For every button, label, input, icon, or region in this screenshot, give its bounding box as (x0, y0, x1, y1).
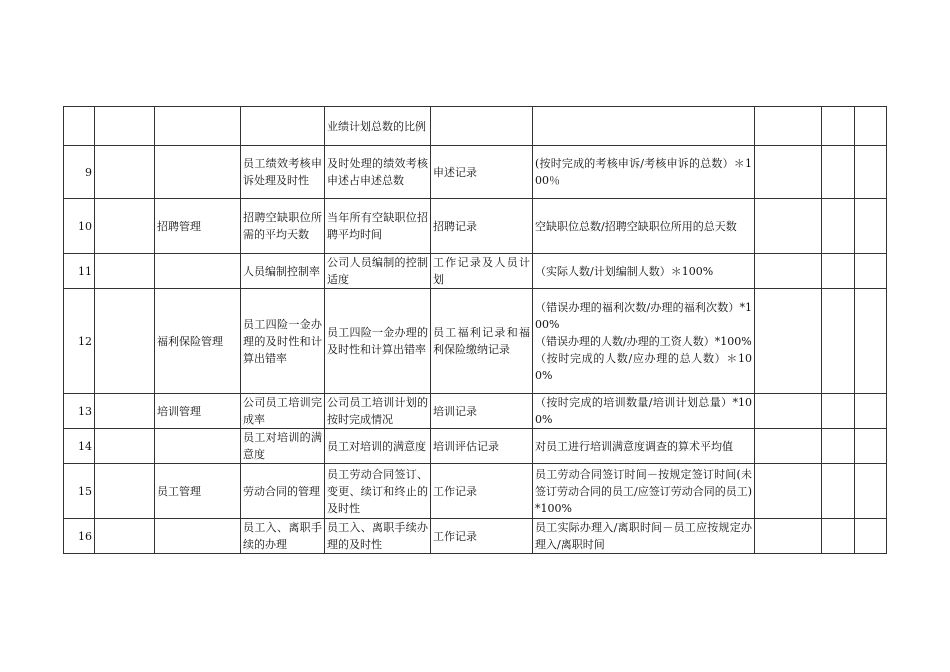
item-cell: 公司员工培训完成率 (241, 394, 325, 429)
indicator-cell: 员工对培训的满意度 (325, 429, 431, 464)
empty-cell (95, 107, 155, 146)
table-row (64, 289, 887, 394)
row-number: 14 (64, 429, 95, 464)
empty-cell (755, 429, 822, 464)
indicator-cell: 公司员工培训计划的按时完成情况 (325, 394, 431, 429)
empty-cell (855, 254, 887, 289)
empty-cell (855, 394, 887, 429)
category-cell (155, 146, 241, 199)
empty-cell (95, 519, 155, 554)
empty-cell (95, 289, 155, 394)
empty-cell (755, 394, 822, 429)
indicator-cell: 员工四险一金办理的及时性和计算出错率 (325, 289, 431, 394)
empty-cell (755, 519, 822, 554)
row-number: 9 (64, 146, 95, 199)
empty-cell (822, 254, 855, 289)
table-row (64, 199, 887, 254)
item-cell: 人员编制控制率 (241, 254, 325, 289)
item-cell: 员工入、离职手续的办理 (241, 519, 325, 554)
indicator-cell: 当年所有空缺职位招聘平均时间 (325, 199, 431, 254)
indicator-cell: 及时处理的绩效考核申述占申述总数 (325, 146, 431, 199)
empty-cell (855, 289, 887, 394)
table-row (64, 254, 887, 289)
empty-cell (95, 394, 155, 429)
empty-cell (755, 146, 822, 199)
table-row (64, 519, 887, 554)
indicator-cell: 员工劳动合同签订、变更、续订和终止的及时性 (325, 464, 431, 519)
item-cell (241, 107, 325, 146)
table-row (64, 464, 887, 519)
category-cell: 员工管理 (155, 464, 241, 519)
empty-cell (855, 107, 887, 146)
empty-cell (755, 464, 822, 519)
source-cell: 培训记录 (431, 394, 533, 429)
empty-cell (855, 464, 887, 519)
item-cell: 招聘空缺职位所需的平均天数 (241, 199, 325, 254)
source-cell: 员工福利记录和福利保险缴纳记录 (431, 289, 533, 394)
item-cell: 员工绩效考核申诉处理及时性 (241, 146, 325, 199)
formula-cell: (按时完成的考核申诉/考核申诉的总数）＊100％ (533, 146, 755, 199)
row-number: 11 (64, 254, 95, 289)
source-cell: 培训评估记录 (431, 429, 533, 464)
row-number: 12 (64, 289, 95, 394)
indicator-cell: 公司人员编制的控制适度 (325, 254, 431, 289)
table-row (64, 146, 887, 199)
formula-cell: 员工劳动合同签订时间－按规定签订时间(未签订劳动合同的员工/应签订劳动合同的员工)*100% (533, 464, 755, 519)
empty-cell (822, 146, 855, 199)
formula-cell: 员工实际办理入/离职时间－员工应按规定办理入/离职时间 (533, 519, 755, 554)
table-row (64, 107, 887, 146)
category-cell: 培训管理 (155, 394, 241, 429)
source-cell: 工作记录及人员计划 (431, 254, 533, 289)
row-number: 15 (64, 464, 95, 519)
empty-cell (95, 464, 155, 519)
formula-cell: （按时完成的培训数量/培训计划总量）*100% (533, 394, 755, 429)
empty-cell (855, 199, 887, 254)
source-cell: 申述记录 (431, 146, 533, 199)
indicator-cell: 员工入、离职手续办理的及时性 (325, 519, 431, 554)
formula-cell: 对员工进行培训满意度调查的算术平均值 (533, 429, 755, 464)
empty-cell (855, 429, 887, 464)
empty-cell (755, 199, 822, 254)
formula-cell: （实际人数/计划编制人数）＊100% (533, 254, 755, 289)
empty-cell (822, 107, 855, 146)
category-cell (155, 429, 241, 464)
empty-cell (755, 289, 822, 394)
empty-cell (822, 289, 855, 394)
formula-cell: 空缺职位总数/招聘空缺职位所用的总天数 (533, 199, 755, 254)
formula-cell: （错误办理的福利次数/办理的福利次数）*100% （错误办理的人数/办理的工资人数）*100% （按时完成的人数/应办理的总人数）＊100% (533, 289, 755, 394)
item-cell: 员工四险一金办理的及时性和计算出错率 (241, 289, 325, 394)
empty-cell (755, 254, 822, 289)
empty-cell (822, 429, 855, 464)
empty-cell (755, 107, 822, 146)
empty-cell (822, 519, 855, 554)
row-number: 13 (64, 394, 95, 429)
empty-cell (95, 429, 155, 464)
table-row (64, 429, 887, 464)
source-cell: 工作记录 (431, 519, 533, 554)
category-cell: 招聘管理 (155, 199, 241, 254)
empty-cell (95, 254, 155, 289)
source-cell: 招聘记录 (431, 199, 533, 254)
indicator-cell: 业绩计划总数的比例 (325, 107, 431, 146)
row-number: 10 (64, 199, 95, 254)
empty-cell (822, 464, 855, 519)
empty-cell (822, 199, 855, 254)
category-cell (155, 519, 241, 554)
empty-cell (95, 199, 155, 254)
empty-cell (855, 519, 887, 554)
category-cell (155, 107, 241, 146)
formula-cell (533, 107, 755, 146)
empty-cell (95, 146, 155, 199)
category-cell: 福利保险管理 (155, 289, 241, 394)
empty-cell (822, 394, 855, 429)
source-cell: 工作记录 (431, 464, 533, 519)
table-row (64, 394, 887, 429)
empty-cell (855, 146, 887, 199)
kpi-table (63, 106, 887, 554)
category-cell (155, 254, 241, 289)
source-cell (431, 107, 533, 146)
item-cell: 员工对培训的满意度 (241, 429, 325, 464)
item-cell: 劳动合同的管理 (241, 464, 325, 519)
row-number: 16 (64, 519, 95, 554)
row-number (64, 107, 95, 146)
